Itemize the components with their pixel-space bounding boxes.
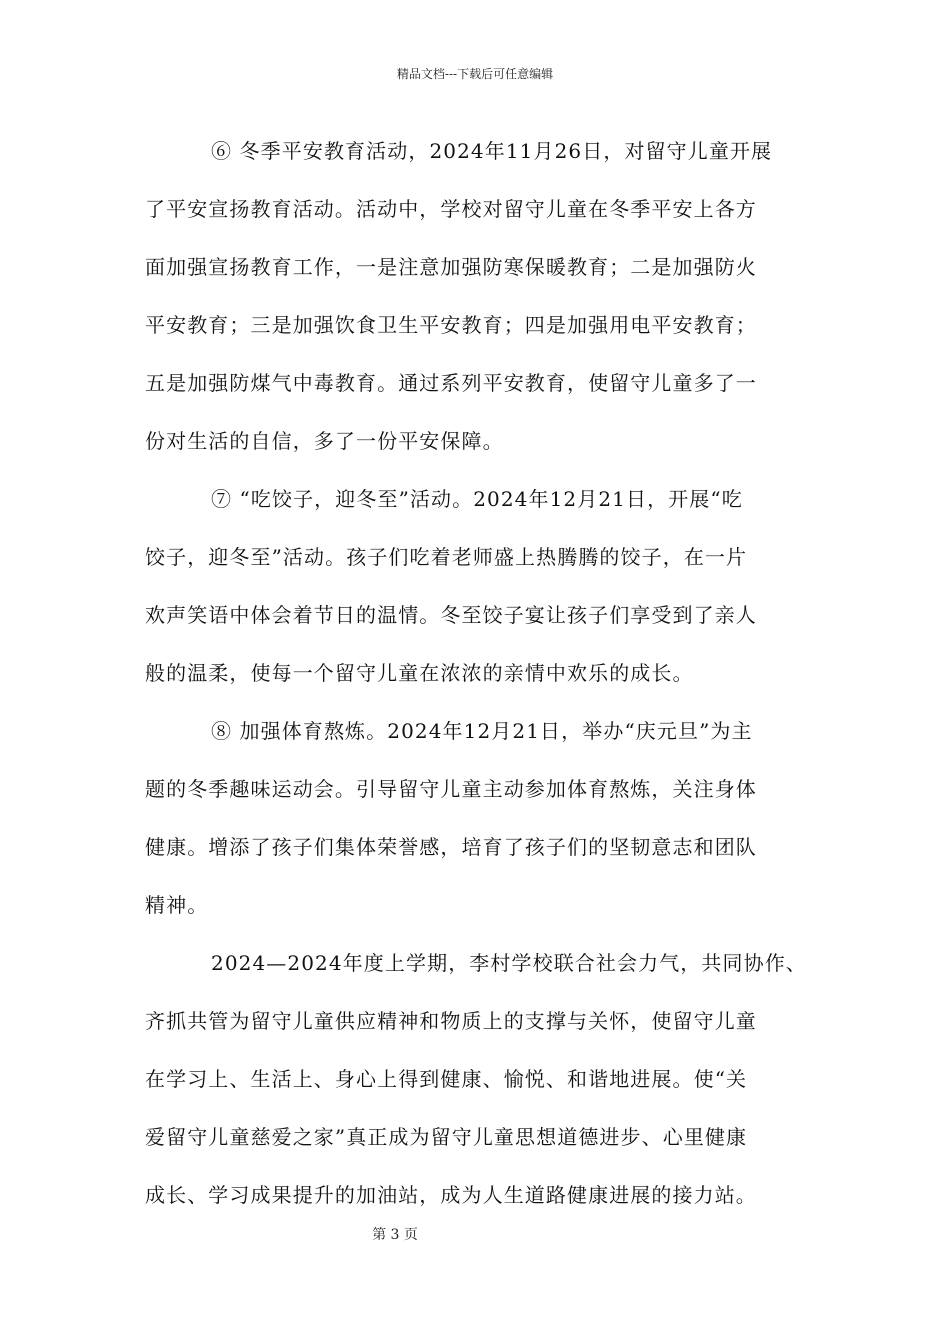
text-line: 健康。增添了孩子们集体荣誉感，培育了孩子们的坚韧意志和团队 [145,835,757,859]
text-line: ⑧ 加强体育熬炼。2024年12月21日，举办“庆元旦”为主 [211,719,753,743]
text-line: 齐抓共管为留守儿童供应精神和物质上的支撑与关怀，使留守儿童 [145,1009,757,1033]
paragraph-item-8 [145,710,817,942]
text-line: 了平安宣扬教育活动。活动中，学校对留守儿童在冬季平安上各方 [145,197,757,221]
paragraph-item-6 [145,130,817,478]
text-line: 精神。 [145,893,209,917]
text-line: ⑦ “吃饺子，迎冬至”活动。2024年12月21日，开展“吃 [211,487,743,511]
page-header: 精品文档---下载后可任意编辑 [396,67,554,81]
text-line: 成长、学习成果提升的加油站，成为人生道路健康进展的接力站。 [145,1183,757,1207]
text-line: 平安教育；三是加强饮食卫生平安教育；四是加强用电平安教育； [145,313,757,337]
document-body [145,130,817,1232]
text-line: 饺子，迎冬至”活动。孩子们吃着老师盛上热腾腾的饺子，在一片 [145,545,748,569]
text-line: 欢声笑语中体会着节日的温情。冬至饺子宴让孩子们享受到了亲人 [145,603,757,627]
text-line: ⑥ 冬季平安教育活动，2024年11月26日，对留守儿童开展 [211,139,773,163]
paragraph-summary [145,942,817,1232]
text-line: 般的温柔，使每一个留守儿童在浓浓的亲情中欢乐的成长。 [145,661,694,685]
text-line: 题的冬季趣味运动会。引导留守儿童主动参加体育熬炼，关注身体 [145,777,757,801]
paragraph-item-7 [145,478,817,710]
text-line: 五是加强防煤气中毒教育。通过系列平安教育，使留守儿童多了一 [145,371,757,395]
page-number: 第 3 页 [372,1227,418,1243]
text-line: 面加强宣扬教育工作，一是注意加强防寒保暖教育；二是加强防火 [145,255,757,279]
text-line: 份对生活的自信，多了一份平安保障。 [145,429,504,453]
text-line: 爱留守儿童慈爱之家”真正成为留守儿童思想道德进步、心里健康 [145,1125,748,1149]
text-line: 2024—2024年度上学期，李村学校联合社会力气，共同协作、 [211,951,807,975]
text-line: 在学习上、生活上、身心上得到健康、愉悦、和谐地进展。使“关 [145,1067,748,1091]
